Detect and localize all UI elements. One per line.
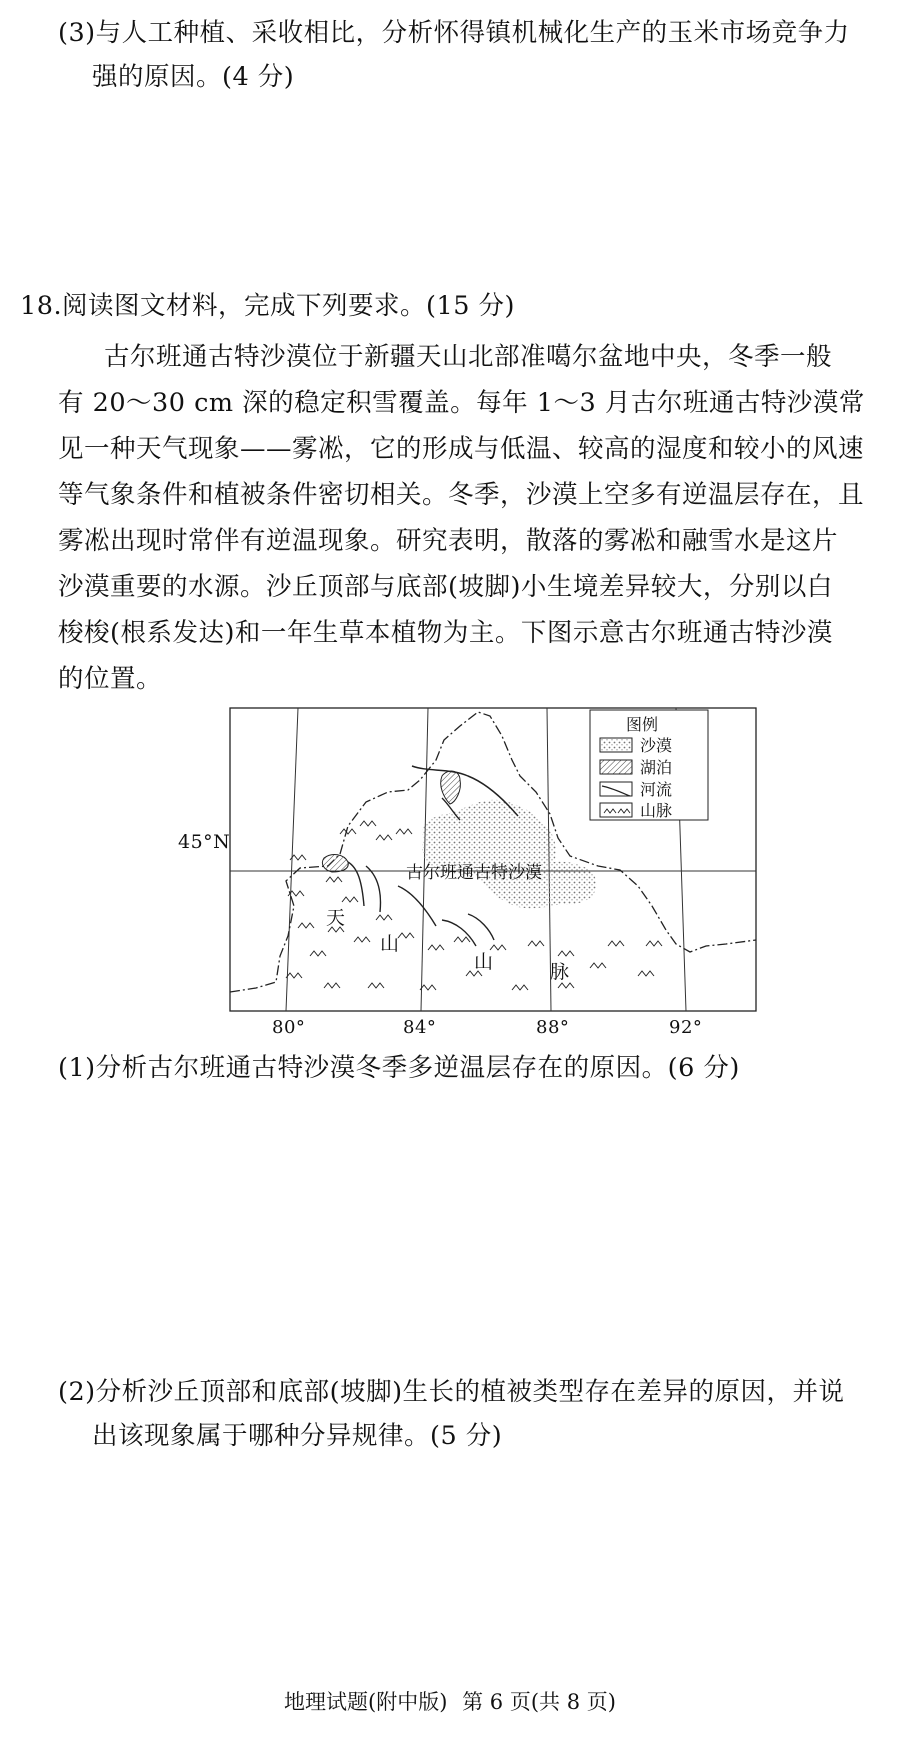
mountain-char-shan2: 山 bbox=[474, 951, 494, 973]
q18-paragraph-line: 有 20～30 cm 深的稳定积雪覆盖。每年 1～3 月古尔班通古特沙漠常 bbox=[58, 388, 865, 418]
q17-3-line1: (3)与人工种植、采收相比，分析怀得镇机械化生产的玉米市场竞争力 bbox=[58, 18, 850, 48]
q18-sub2-line1: (2)分析沙丘顶部和底部(坡脚)生长的植被类型存在差异的原因，并说 bbox=[58, 1377, 845, 1407]
legend-mountain-label: 山脉 bbox=[640, 801, 673, 820]
desert-location-map bbox=[228, 706, 758, 1013]
legend-desert-swatch bbox=[600, 738, 632, 752]
mountain-char-mai: 脉 bbox=[550, 961, 570, 983]
q18-paragraph-line: 沙漠重要的水源。沙丘顶部与底部(坡脚)小生境差异较大，分别以白 bbox=[58, 572, 833, 602]
footer-page-number: 第 6 页(共 8 页) bbox=[462, 1690, 616, 1714]
q18-paragraph-line: 等气象条件和植被条件密切相关。冬季，沙漠上空多有逆温层存在，且 bbox=[58, 480, 865, 510]
map-legend bbox=[590, 710, 708, 820]
q18-paragraph-line: 见一种天气现象——雾凇，它的形成与低温、较高的湿度和较小的风速 bbox=[58, 434, 865, 464]
legend-lake-label: 湖泊 bbox=[640, 758, 673, 777]
desert-label: 古尔班通古特沙漠 bbox=[406, 863, 542, 883]
page-footer bbox=[0, 1686, 900, 1716]
desert-area bbox=[422, 800, 596, 908]
river bbox=[398, 886, 436, 926]
longitude-label-92: 92° bbox=[669, 1017, 703, 1038]
longitude-label-80: 80° bbox=[272, 1017, 306, 1038]
legend-lake-swatch bbox=[600, 760, 632, 774]
footer-subject: 地理试题(附中版) bbox=[284, 1690, 448, 1714]
q18-paragraph-line: 古尔班通古特沙漠位于新疆天山北部准噶尔盆地中央，冬季一般 bbox=[104, 342, 833, 372]
longitude-label-88: 88° bbox=[536, 1017, 570, 1038]
q18-header: 18.阅读图文材料，完成下列要求。(15 分) bbox=[20, 291, 516, 321]
lake-west bbox=[322, 855, 348, 872]
mountain-char-tian: 天 bbox=[326, 907, 346, 929]
river bbox=[442, 920, 476, 946]
longitude-label-84: 84° bbox=[403, 1017, 437, 1038]
q18-sub2-line2: 出该现象属于哪种分异规律。(5 分) bbox=[92, 1421, 503, 1451]
q18-paragraph-line: 梭梭(根系发达)和一年生草本植物为主。下图示意古尔班通古特沙漠 bbox=[58, 618, 833, 648]
river bbox=[366, 866, 380, 912]
q18-sub1: (1)分析古尔班通古特沙漠冬季多逆温层存在的原因。(6 分) bbox=[58, 1053, 740, 1083]
legend-desert-label: 沙漠 bbox=[640, 736, 673, 755]
legend-river-label: 河流 bbox=[640, 780, 673, 799]
legend-title: 图例 bbox=[626, 715, 659, 734]
latitude-label: 45°N bbox=[178, 831, 231, 853]
legend-river-swatch bbox=[600, 782, 632, 796]
q17-3-line2: 强的原因。(4 分) bbox=[92, 62, 295, 92]
q18-paragraph-line: 雾凇出现时常伴有逆温现象。研究表明，散落的雾凇和融雪水是这片 bbox=[58, 526, 839, 556]
mountain-char-shan1: 山 bbox=[380, 933, 400, 955]
river bbox=[468, 914, 494, 940]
q18-paragraph-line: 的位置。 bbox=[58, 664, 163, 694]
meridian-80 bbox=[286, 708, 298, 1011]
